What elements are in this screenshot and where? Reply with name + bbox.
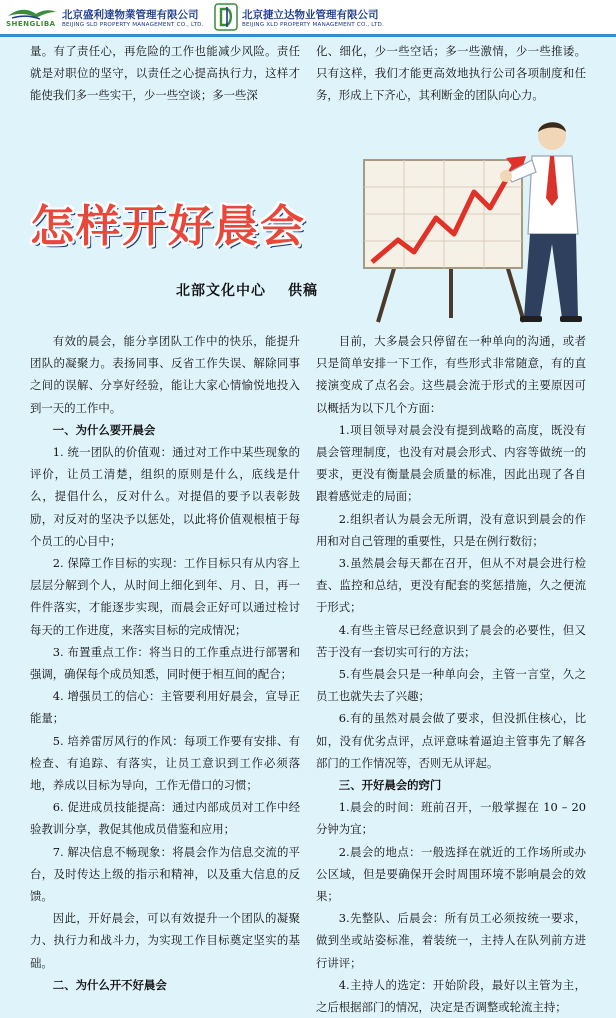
paragraph: 7. 解决信息不畅现象：将晨会作为信息交流的平台，及时传达上级的指示和精神，以及重大信息的反馈。 <box>30 844 300 904</box>
section-heading: 一、为什么要开晨会 <box>52 422 156 437</box>
byline-role: 供稿 <box>288 283 318 299</box>
paragraph: 5.有些晨会只是一种单向会，主管一言堂，久之员工也就失去了兴趣； <box>316 667 586 704</box>
paragraph: 5. 培养雷厉风行的作风：每项工作要有安排、有检查、有追踪、有落实，让员工意识到工作必须落地，养成以目标为导向，工作无借口的习惯； <box>30 733 300 793</box>
article-column-right <box>316 330 586 1018</box>
paragraph: 4. 增强员工的信心：主管要利用好晨会，宣导正能量； <box>30 689 300 726</box>
paragraph: 化、细化，少一些空话；多一些激情，少一些推诿。只有这样，我们才能更高效地执行公司各项制度和任务，形成上下齐心，其利断金的团队向心力。 <box>316 44 586 103</box>
paragraph: 3.先整队、后晨会：所有员工必须按统一要求，做到坐或站姿标准，着装统一，主持人在队列前方进行讲评； <box>316 911 586 970</box>
paragraph: 2.晨会的地点：一般选择在就近的工作场所或办公区域，但是要确保开会时周围环境不影响晨会的效果； <box>316 844 586 904</box>
article-title: 怎样开好晨会 <box>30 201 306 252</box>
paragraph: 量。有了责任心，再危险的工作也能减少风险。责任就是对职位的坚守，以责任之心提高执行力，这样才能使我们多一些实干，少一些空谈；多一些深 <box>30 44 300 103</box>
paragraph: 3.虽然晨会每天都在召开，但从不对晨会进行检查、监控和总结，更没有配套的奖惩措施，久之便流于形式； <box>316 556 586 615</box>
paragraph: 1.晨会的时间：班前召开，一般掌握在 10 – 20 分钟为宜； <box>316 800 586 837</box>
paragraph: 1.项目领导对晨会没有提到战略的高度，既没有晨会管理制度，也没有对晨会形式、内容等做统一的要求，更没有衡量晨会质量的标准，因此出现了各自跟着感觉走的局面； <box>316 422 586 504</box>
sld-company-name: 北京盛利達物業管理有限公司 <box>62 8 199 21</box>
continued-text-left <box>30 40 300 107</box>
xld-company-name-en: BEIJING XLD PROPERTY MANAGEMENT CO., LTD. <box>242 21 384 28</box>
sld-logo <box>6 3 204 31</box>
paragraph: 3. 布置重点工作：将当日的工作重点进行部署和强调，确保每个成员知悉，同时便于相互间的配合； <box>30 644 300 682</box>
xld-company-name: 北京捷立达物业管理有限公司 <box>242 8 379 21</box>
paragraph: 1. 统一团队的价值观：通过对工作中某些现象的评价，让员工清楚，组织的原则是什么，底线是什么，提倡什么，反对什么。对提倡的要予以表彰鼓励，对反对的坚决予以惩处，以此将价值观根植于每个员工的心目中； <box>30 445 300 548</box>
paragraph: 6.有的虽然对晨会做了要求，但没抓住核心，比如，没有优劣点评，点评意味着逼迫主管事先了解各部门的工作情况等，否则无从评起。 <box>316 711 586 770</box>
bird-icon <box>6 6 58 20</box>
sld-logo-mark <box>6 6 58 28</box>
article-byline <box>176 280 318 300</box>
paragraph: 2.组织者认为晨会无所谓，没有意识到晨会的作用和对自己管理的重要性，只是在例行数衍； <box>316 511 586 548</box>
xld-logo <box>214 3 384 31</box>
paragraph: 6. 促进成员技能提高：通过内部成员对工作中经验教训分享，教促其他成员借鉴和应用； <box>30 800 300 837</box>
page-header <box>0 0 616 34</box>
paragraph: 目前，大多晨会只停留在一种单向的沟通，或者只是简单安排一下工作，有些形式非常随意，有的直接演变成了点名会。这些晨会流于形式的主要原因可以概括为以下几个方面： <box>316 334 586 415</box>
paragraph: 有效的晨会，能分享团队工作中的快乐，能提升团队的凝聚力。表扬同事、反省工作失误、解除同事之间的误解、分享好经验，能让大家心情愉悦地投入到一天的工作中。 <box>30 334 300 415</box>
section-heading: 三、开好晨会的窍门 <box>338 778 442 793</box>
paragraph: 因此，开好晨会，可以有效提升一个团队的凝聚力、执行力和战斗力，为实现工作目标奠定坚实的基础。 <box>30 911 300 970</box>
sld-company-name-en: BEIJING SLD PROPERTY MANAGEMENT CO., LTD. <box>62 21 204 28</box>
presenter-chart-illustration <box>356 112 592 326</box>
xld-logo-mark-icon <box>214 3 238 31</box>
article-column-left <box>30 330 300 996</box>
header-divider <box>0 34 616 37</box>
sld-logo-wordmark: SHENGLIBA <box>6 20 56 28</box>
continued-text-right <box>316 40 586 107</box>
paragraph: 4.主持人的选定：开始阶段，最好以主管为主，之后根据部门的情况，决定是否调整或轮流主持； <box>316 977 586 1015</box>
paragraph: 4.有些主管尽已经意识到了晨会的必要性，但又苦于没有一套切实可行的方法； <box>316 622 586 659</box>
byline-department: 北部文化中心 <box>176 283 266 299</box>
paragraph: 2. 保障工作目标的实现：工作目标只有从内容上层层分解到个人，从时间上细化到年、月、日，再一件件落实，才能逐步实现，而晨会正好可以通过检讨每天的工作进度，来落实目标的完成情况； <box>30 556 300 637</box>
section-heading: 二、为什么开不好晨会 <box>52 977 167 992</box>
